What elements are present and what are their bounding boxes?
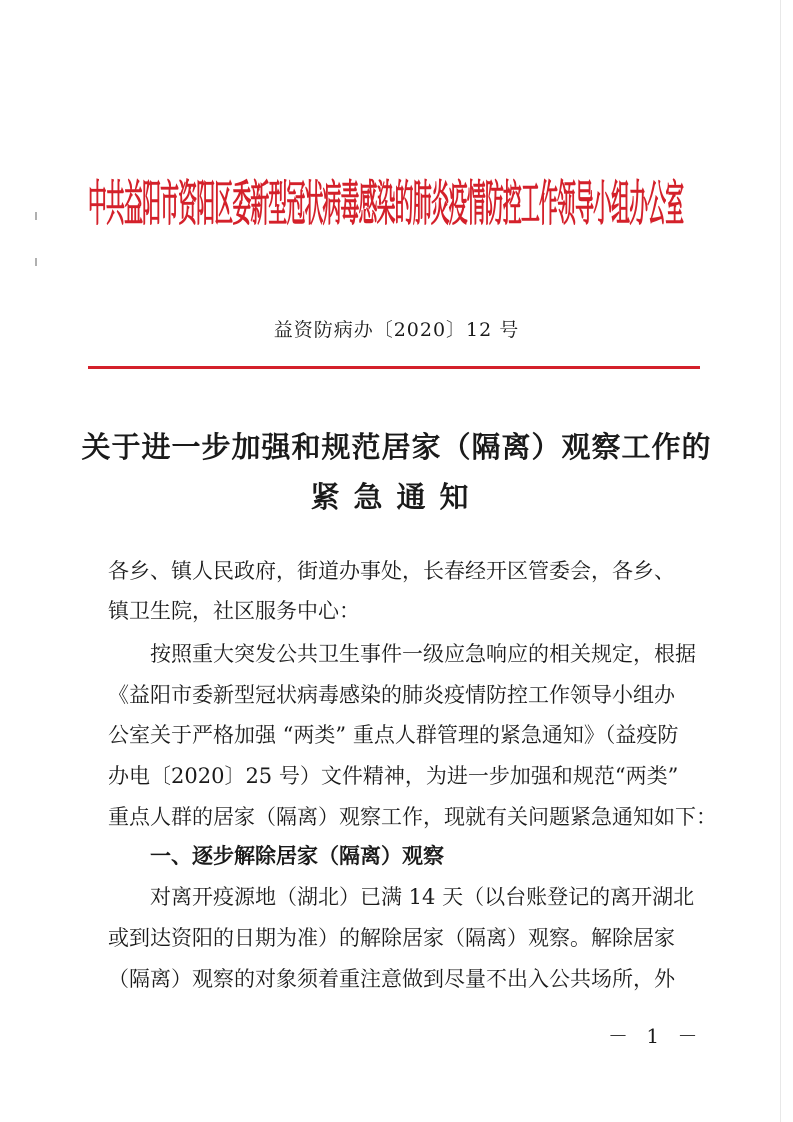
paragraph-line: 公室关于严格加强 “两类” 重点人群管理的紧急通知》（益疫防 [108,723,679,747]
scan-edge-line [780,0,781,1122]
paragraph-line: （隔离）观察的对象须着重注意做到尽量不出入公共场所，外 [108,967,675,991]
margin-binding-mark [35,212,37,220]
document-number: 益资防病办〔2020〕12 号 [273,319,520,341]
paragraph-line: 按照重大突发公共卫生事件一级应急响应的相关规定，根据 [150,642,696,666]
red-separator-line [88,366,700,369]
document-title-line-2: 紧急通知 [310,480,483,514]
section-heading: 一、逐步解除居家（隔离）观察 [150,844,444,868]
paragraph-line: 办电〔2020〕25 号）文件精神，为进一步加强和规范“两类” [108,764,679,788]
page-number: － 1 － [608,1024,704,1048]
recipients-line: 镇卫生院，社区服务中心： [108,599,360,623]
paragraph-line: 或到达资阳的日期为准）的解除居家（隔离）观察。解除居家 [108,926,675,950]
margin-binding-mark [35,258,37,266]
document-title-line-1: 关于进一步加强和规范居家（隔离）观察工作的 [81,430,712,464]
paragraph-line: 对离开疫源地（湖北）已满 14 天（以台账登记的离开湖北 [150,885,695,909]
issuing-organization-header: 中共益阳市资阳区委新型冠状病毒感染的肺炎疫情防控工作领导小组办公室 [88,174,684,232]
paragraph-line: 《益阳市委新型冠状病毒感染的肺炎疫情防控工作领导小组办 [108,683,675,707]
paragraph-line: 重点人群的居家（隔离）观察工作，现就有关问题紧急通知如下： [108,805,717,829]
recipients-line: 各乡、镇人民政府，街道办事处，长春经开区管委会，各乡、 [108,559,675,583]
